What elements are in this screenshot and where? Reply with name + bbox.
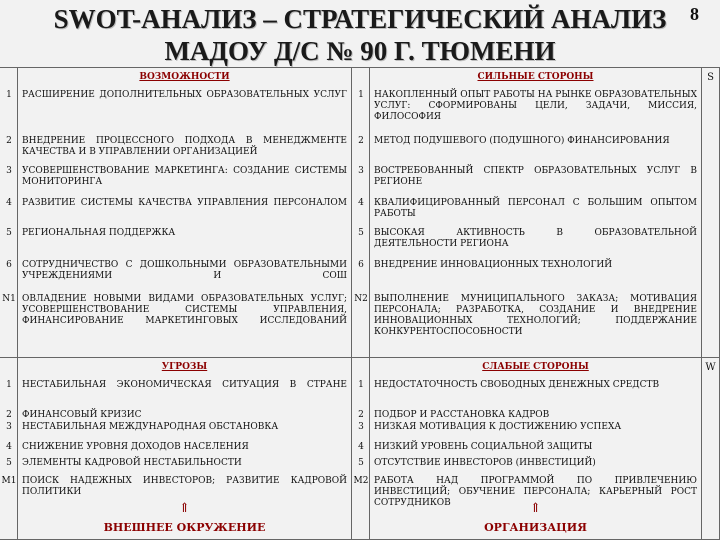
weaknesses-heading: СЛАБЫЕ СТОРОНЫ [482, 362, 589, 372]
opportunity-number: 5 [6, 228, 12, 238]
strength-item: НАКОПЛЕННЫЙ ОПЫТ РАБОТЫ НА РЫНКЕ ОБРАЗОВАТЕЛЬНЫХ УСЛУГ: СФОРМИРОВАНЫ ЦЕЛИ, ЗАДАЧИ, МИССИЯ, ФИЛОСОФИЯ [374, 90, 697, 122]
opportunities-heading: ВОЗМОЖНОСТИ [139, 72, 230, 82]
strengths-letter: S [707, 72, 714, 83]
threat-item: СНИЖЕНИЕ УРОВНЯ ДОХОДОВ НАСЕЛЕНИЯ [22, 442, 249, 452]
opportunity-number: 4 [6, 198, 12, 208]
strength-item: ВНЕДРЕНИЕ ИННОВАЦИОННЫХ ТЕХНОЛОГИЙ [374, 260, 613, 270]
opportunity-item: РАСШИРЕНИЕ ДОПОЛНИТЕЛЬНЫХ ОБРАЗОВАТЕЛЬНЫХ УСЛУГ [22, 90, 347, 100]
opportunity-number: 6 [6, 260, 12, 270]
threat-number: 5 [6, 458, 12, 468]
weakness-item: НЕДОСТАТОЧНОСТЬ СВОБОДНЫХ ДЕНЕЖНЫХ СРЕДСТВ [374, 380, 660, 390]
strengths-panel [369, 67, 702, 358]
threat-item: ФИНАНСОВЫЙ КРИЗИС [22, 410, 142, 420]
slide-number: 8 [690, 4, 699, 24]
strengths-heading: СИЛЬНЫЕ СТОРОНЫ [477, 72, 594, 82]
weakness-item: НИЗКИЙ УРОВЕНЬ СОЦИАЛЬНОЙ ЗАЩИТЫ [374, 442, 593, 452]
opportunity-number: 2 [6, 136, 12, 146]
slide-title-line-1: SWOT-АНАЛИЗ – СТРАТЕГИЧЕСКИЙ АНАЛИЗ [53, 4, 667, 34]
threat-item: ЭЛЕМЕНТЫ КАДРОВОЙ НЕСТАБИЛЬНОСТИ [22, 458, 242, 468]
weakness-number: 5 [358, 458, 364, 468]
weakness-number: M2 [353, 476, 369, 486]
strength-number: 6 [358, 260, 364, 270]
external-environment-label: ВНЕШНЕЕ ОКРУЖЕНИЕ [103, 521, 266, 534]
strength-item: ВЫПОЛНЕНИЕ МУНИЦИПАЛЬНОГО ЗАКАЗА; МОТИВАЦИЯ ПЕРСОНАЛА; РАЗРАБОТКА, СОЗДАНИЕ И ВНЕДРЕНИЕ ИННОВАЦИОННЫХ ТЕХНОЛОГИЙ; ПОДДЕРЖАНИЕ КОНКУРЕНТОСПОСОБНОСТИ [374, 294, 697, 337]
weaknesses-letter-column [701, 357, 720, 540]
weakness-item: ПОДБОР И РАССТАНОВКА КАДРОВ [374, 410, 550, 420]
threat-item: НЕСТАБИЛЬНАЯ МЕЖДУНАРОДНАЯ ОБСТАНОВКА [22, 422, 279, 432]
opportunity-item: РЕГИОНАЛЬНАЯ ПОДДЕРЖКА [22, 228, 176, 238]
threat-number: 3 [6, 422, 12, 432]
strength-item: ВЫСОКАЯ АКТИВНОСТЬ В ОБРАЗОВАТЕЛЬНОЙ ДЕЯТЕЛЬНОСТИ РЕГИОНА [374, 228, 697, 249]
up-arrow-icon: ⇑ [530, 501, 541, 516]
threat-number: M1 [1, 476, 17, 486]
threats-heading: УГРОЗЫ [161, 362, 208, 372]
opportunities-numbers-column [0, 67, 18, 358]
strength-number: 4 [358, 198, 364, 208]
threat-item: ПОИСК НАДЕЖНЫХ ИНВЕСТОРОВ; РАЗВИТИЕ КАДРОВОЙ ПОЛИТИКИ [22, 476, 347, 497]
strength-item: ВОСТРЕБОВАННЫЙ СПЕКТР ОБРАЗОВАТЕЛЬНЫХ УСЛУГ В РЕГИОНЕ [374, 166, 697, 187]
strength-number: 1 [358, 90, 364, 100]
opportunity-item: ОВЛАДЕНИЕ НОВЫМИ ВИДАМИ ОБРАЗОВАТЕЛЬНЫХ УСЛУГ; УСОВЕРШЕНСТВОВАНИЕ СИСТЕМЫ УПРАВЛЕНИЯ, ФИНАНСИРОВАНИЕ МАРКЕТИНГОВЫХ ИССЛЕДОВАНИЙ [22, 294, 347, 326]
strengths-numbers-column [351, 67, 370, 358]
opportunity-number: 3 [6, 166, 12, 176]
opportunity-item: СОТРУДНИЧЕСТВО С ДОШКОЛЬНЫМИ ОБРАЗОВАТЕЛЬНЫМИ УЧРЕЖДЕНИЯМИ И СОШ [22, 260, 347, 281]
threat-number: 2 [6, 410, 12, 420]
strengths-letter-column [701, 67, 720, 358]
threats-numbers-column [0, 357, 18, 540]
strength-number: 2 [358, 136, 364, 146]
weakness-item: РАБОТА НАД ПРОГРАММОЙ ПО ПРИВЛЕЧЕНИЮ ИНВЕСТИЦИЙ; ОБУЧЕНИЕ ПЕРСОНАЛА; КАРЬЕРНЫЙ РОСТ СОТРУДНИКОВ [374, 476, 697, 508]
threats-panel [17, 357, 352, 540]
weakness-item: НИЗКАЯ МОТИВАЦИЯ К ДОСТИЖЕНИЮ УСПЕХА [374, 422, 622, 432]
organization-label: ОРГАНИЗАЦИЯ [484, 521, 587, 534]
weakness-item: ОТСУТСТВИЕ ИНВЕСТОРОВ (ИНВЕСТИЦИЙ) [374, 458, 596, 468]
opportunity-number: N1 [2, 294, 16, 304]
strength-item: КВАЛИФИЦИРОВАННЫЙ ПЕРСОНАЛ С БОЛЬШИМ ОПЫТОМ РАБОТЫ [374, 198, 697, 219]
opportunity-item: ВНЕДРЕНИЕ ПРОЦЕССНОГО ПОДХОДА В МЕНЕДЖМЕНТЕ КАЧЕСТВА И В УПРАВЛЕНИИ ОРГАНИЗАЦИЕЙ [22, 136, 347, 157]
threat-number: 1 [6, 380, 12, 390]
swot-table [0, 68, 720, 540]
weakness-number: 3 [358, 422, 364, 432]
weaknesses-panel [369, 357, 702, 540]
slide-title-line-2: МАДОУ Д/С № 90 Г. ТЮМЕНИ [164, 36, 556, 66]
up-arrow-icon: ⇑ [179, 501, 190, 516]
opportunity-item: УСОВЕРШЕНСТВОВАНИЕ МАРКЕТИНГА: СОЗДАНИЕ СИСТЕМЫ МОНИТОРИНГА [22, 166, 347, 187]
strength-number: 3 [358, 166, 364, 176]
strength-item: МЕТОД ПОДУШЕВОГО (ПОДУШНОГО) ФИНАНСИРОВАНИЯ [374, 136, 670, 146]
weaknesses-numbers-column [351, 357, 370, 540]
strength-number: N2 [354, 294, 368, 304]
threat-number: 4 [6, 442, 12, 452]
weakness-number: 1 [358, 380, 364, 390]
weakness-number: 2 [358, 410, 364, 420]
weaknesses-letter: W [705, 362, 716, 373]
strength-number: 5 [358, 228, 364, 238]
weakness-number: 4 [358, 442, 364, 452]
threat-item: НЕСТАБИЛЬНАЯ ЭКОНОМИЧЕСКАЯ СИТУАЦИЯ В СТРАНЕ [22, 380, 347, 390]
opportunity-number: 1 [6, 90, 12, 100]
opportunities-panel [17, 67, 352, 358]
opportunity-item: РАЗВИТИЕ СИСТЕМЫ КАЧЕСТВА УПРАВЛЕНИЯ ПЕРСОНАЛОМ [22, 198, 347, 208]
